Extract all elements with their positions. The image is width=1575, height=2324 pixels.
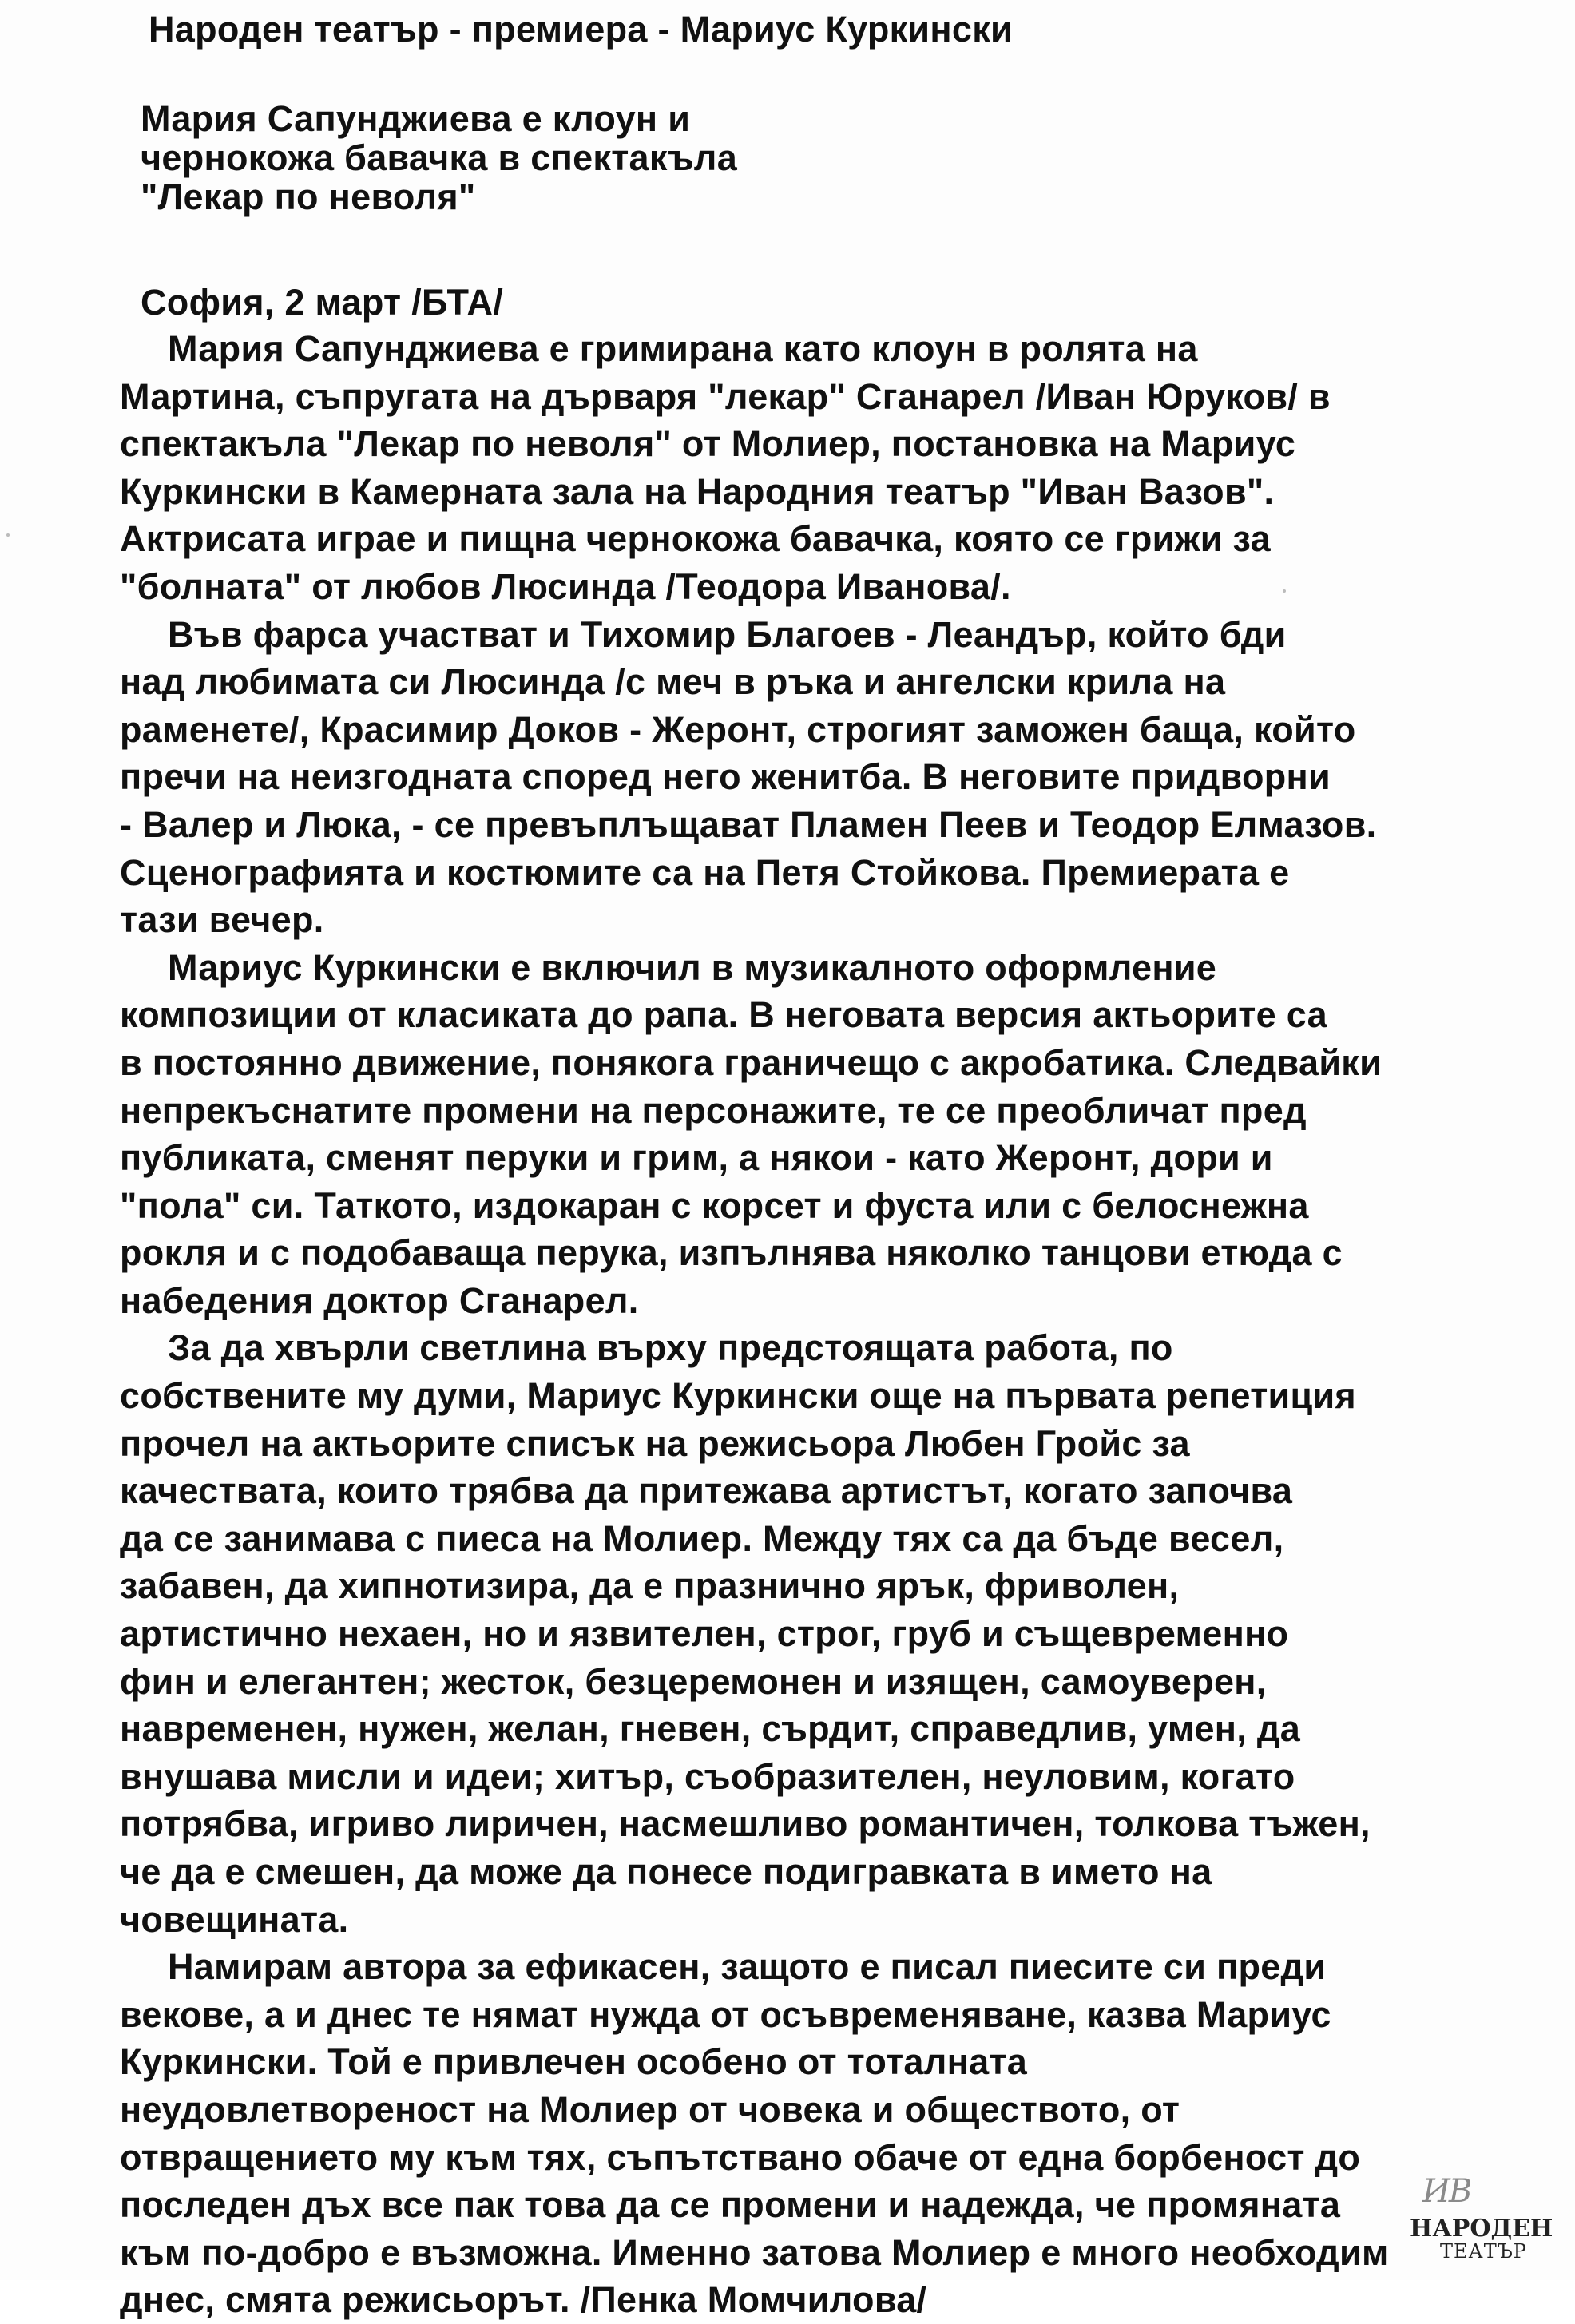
scan-speck	[6, 533, 10, 537]
text-line: артистично нехаен, но и язвителен, строг, груб и същевременно	[120, 1613, 1289, 1655]
text-line: набедения доктор Сганарел.	[120, 1279, 639, 1321]
paragraph	[120, 1324, 1525, 1943]
text-line: днес, смята режисьорът. /Пенка Момчилова/	[120, 2279, 927, 2321]
text-line: над любимата си Люсинда /с меч в ръка и ангелски крила на	[120, 661, 1226, 703]
text-line: Куркински в Камерната зала на Народния театър "Иван Вазов".	[120, 470, 1275, 512]
logo-signature: ИВ	[1422, 2173, 1471, 2210]
article-headline	[120, 99, 1525, 216]
article-body	[120, 0, 1525, 2324]
text-line: "пола" си. Таткото, издокаран с корсет и фуста или с белоснежна	[120, 1184, 1309, 1226]
headline-line: "Лекар по неволя"	[141, 176, 476, 217]
text-line: композиции от класиката до рапа. В неговата версия актьорите са	[120, 994, 1327, 1036]
text-line: че да е смешен, да може да понесе подигравката в името на	[120, 1851, 1212, 1892]
text-line: "болната" от любов Люсинда /Теодора Иванова/.	[120, 565, 1011, 607]
paragraph	[120, 1943, 1525, 2324]
text-line: отвращението му към тях, съпътствано обаче от една борбеност до	[120, 2136, 1361, 2178]
text-line: навременен, нужен, желан, гневен, сърдит, справедлив, умен, да	[120, 1708, 1301, 1750]
text-line: Мариус Куркински е включил в музикалното оформление	[168, 946, 1217, 988]
text-line: последен дъх все пак това да се промени и надежда, че промяната	[120, 2184, 1341, 2226]
text-line: качествата, които трябва да притежава артистът, когато започва	[120, 1470, 1293, 1512]
text-line: Куркински. Той е привлечен особено от тоталната	[120, 2041, 1028, 2083]
text-line: забавен, да хипнотизира, да е празнично ярък, фриволен,	[120, 1565, 1180, 1607]
headline-line: чернокожа бавачка в спектакъла	[141, 137, 738, 178]
text-line: пречи на неизгодната според него женитба. В неговите придворни	[120, 756, 1331, 798]
text-line: прочел на актьорите списък на режисьора Любен Гройс за	[120, 1422, 1190, 1464]
scan-speck	[1283, 589, 1286, 593]
text-line: към по-добро е възможна. Именно затова Молиер е много необходим	[120, 2231, 1389, 2273]
document-header: Народен театър - премиера - Мариус Куркински	[149, 9, 1013, 50]
logo-brand-line2: ТЕАТЪР	[1440, 2240, 1527, 2263]
text-line: тази вечер.	[120, 899, 324, 941]
text-line: рокля и с подобаваща перука, изпълнява няколко танцови етюда с	[120, 1232, 1343, 1274]
text-line: За да хвърли светлина върху предстоящата работа, по	[168, 1327, 1173, 1369]
paragraph	[120, 611, 1525, 944]
headline-line: Мария Сапунджиева е клоун и	[141, 98, 691, 139]
text-line: публиката, сменят перуки и грим, а някои - като Жеронт, дори и	[120, 1137, 1273, 1179]
text-line: човещината.	[120, 1898, 349, 1940]
text-line: Актрисата играе и пищна чернокожа бавачка, която се грижи за	[120, 518, 1271, 560]
national-theatre-logo	[1408, 2173, 1553, 2267]
text-line: потрябва, игриво лиричен, насмешливо романтичен, толкова тъжен,	[120, 1803, 1371, 1845]
text-line: Мартина, съпругата на дърваря "лекар" Сганарел /Иван Юруков/ в	[120, 375, 1331, 417]
paragraph	[120, 325, 1525, 611]
logo-brand-line1: НАРОДЕН	[1410, 2215, 1553, 2243]
text-line: векове, а и днес те нямат нужда от осъвременяване, казва Мариус	[120, 1993, 1331, 2035]
text-line: Мария Сапунджиева е гримирана като клоун в ролята на	[168, 328, 1198, 369]
text-line: - Валер и Люка, - се превъплъщават Пламен Пеев и Теодор Елмазов.	[120, 803, 1377, 845]
text-line: фин и елегантен; жесток, безцеремонен и изящен, самоуверен,	[120, 1660, 1267, 1702]
text-line: спектакъла "Лекар по неволя" от Молиер, постановка на Мариус	[120, 423, 1296, 465]
text-line: Във фарса участват и Тихомир Благоев - Леандър, който бди	[168, 613, 1287, 655]
text-line: собствените му думи, Мариус Куркински още на първата репетиция	[120, 1375, 1356, 1417]
text-line: неудовлетвореност на Молиер от човека и обществото, от	[120, 2088, 1180, 2130]
text-line: да се занимава с пиеса на Молиер. Между тях са да бъде весел,	[120, 1517, 1284, 1559]
text-line: непрекъснатите промени на персонажите, те се преобличат пред	[120, 1089, 1307, 1131]
dateline: София, 2 март /БТА/	[141, 282, 504, 323]
paragraph	[120, 944, 1525, 1325]
text-line: в постоянно движение, понякога граничещо с акробатика. Следвайки	[120, 1041, 1383, 1083]
text-line: раменете/, Красимир Доков - Жеронт, строгият заможен баща, който	[120, 708, 1356, 750]
text-line: Намирам автора за ефикасен, защото е писал пиесите си преди	[168, 1946, 1327, 1988]
text-line: внушава мисли и идеи; хитър, съобразителен, неуловим, когато	[120, 1755, 1295, 1797]
text-line: Сценографията и костюмите са на Петя Стойкова. Премиерата е	[120, 851, 1290, 893]
